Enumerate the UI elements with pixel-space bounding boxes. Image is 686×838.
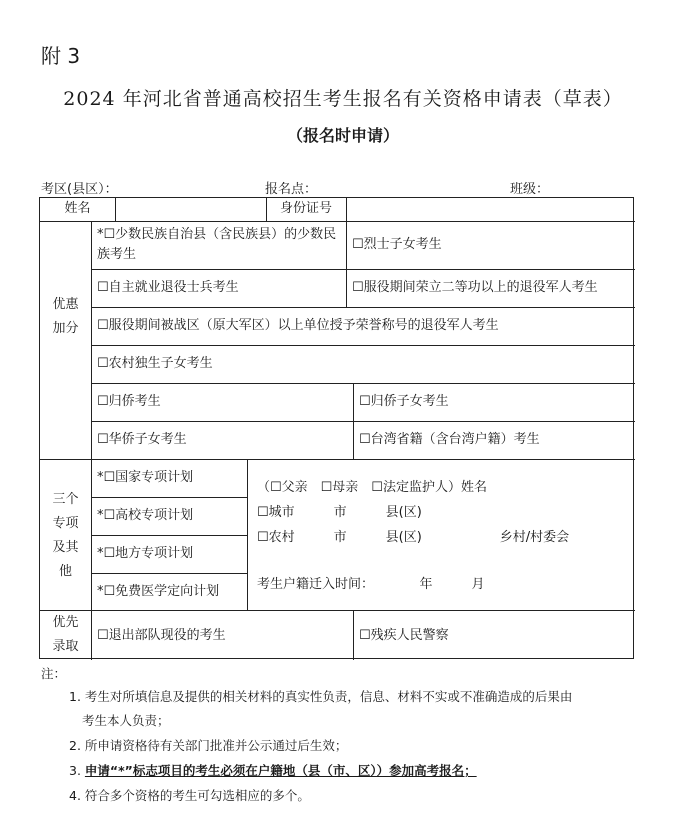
checkbox-second-class-merit-veteran[interactable]: ☐服役期间荣立二等功以上的退役军人考生 xyxy=(352,280,598,295)
note-1-continued: 考生本人负责； xyxy=(82,713,170,728)
checkbox-discharged-soldier[interactable]: ☐退出部队现役的考生 xyxy=(97,628,226,643)
checkbox-returned-overseas-chinese[interactable]: ☐归侨考生 xyxy=(97,394,161,409)
checkbox-honorary-title-veteran[interactable]: ☐服役期间被战区（原大军区）以上单位授予荣誉称号的退役军人考生 xyxy=(97,318,499,333)
note-3 xyxy=(69,760,477,782)
checkbox-local-special-plan[interactable]: *☐地方专项计划 xyxy=(97,546,194,561)
checkbox-minority-county[interactable]: *☐少数民族自治县（含民族县）的少数民族考生 xyxy=(97,227,337,262)
checkbox-free-medical-plan[interactable]: *☐免费医学定向计划 xyxy=(97,584,220,599)
page-subtitle: （报名时申请） xyxy=(286,126,399,145)
checkbox-national-special-plan[interactable]: *☐国家专项计划 xyxy=(97,470,194,485)
checkbox-university-special-plan[interactable]: *☐高校专项计划 xyxy=(97,508,194,523)
household-move-in-date[interactable]: 考生户籍迁入时间： 年 月 xyxy=(257,577,485,592)
class-label: 班级： xyxy=(510,182,550,197)
checkbox-rural-only-child[interactable]: ☐农村独生子女考生 xyxy=(97,356,213,371)
checkbox-overseas-chinese-children[interactable]: ☐华侨子女考生 xyxy=(97,432,187,447)
name-label: 姓名 xyxy=(64,201,91,216)
notes-heading: 注： xyxy=(41,666,67,681)
checkbox-disabled-police[interactable]: ☐残疾人民警察 xyxy=(359,628,449,643)
site-label: 报名点： xyxy=(265,182,318,197)
urban-household-line[interactable]: ☐城市 市 县(区) xyxy=(257,505,422,520)
category-priority-admission: 优先 录取 xyxy=(52,615,79,654)
note-2: 2. 所申请资格待有关部门批准并公示通过后生效； xyxy=(69,738,348,753)
rural-household-line[interactable]: ☐农村 市 县(区) 乡村/村委会 xyxy=(257,530,570,545)
note-4: 4. 符合多个资格的考生可勾选相应的多个。 xyxy=(69,788,310,803)
annex-label: 附 3 xyxy=(41,44,81,68)
checkbox-self-employed-veteran[interactable]: ☐自主就业退役士兵考生 xyxy=(97,280,239,295)
application-form-table xyxy=(39,197,634,659)
page-title: 2024 年河北省普通高校招生考生报名有关资格申请表（草表） xyxy=(63,88,623,110)
category-bonus-points: 优惠 加分 xyxy=(52,297,79,336)
category-special-programs: 三个 专项 及其 他 xyxy=(52,492,79,579)
county-label: 考区(县区）： xyxy=(41,182,118,197)
note-3-text: 申请“*”标志项目的考生必须在户籍地（县（市、区））参加高考报名； xyxy=(84,763,477,778)
checkbox-returned-overseas-children[interactable]: ☐归侨子女考生 xyxy=(359,394,449,409)
checkbox-martyr-children[interactable]: ☐烈士子女考生 xyxy=(352,237,442,252)
checkbox-taiwan-origin[interactable]: ☐台湾省籍（含台湾户籍）考生 xyxy=(359,432,540,447)
note-3-number: 3. xyxy=(69,763,85,778)
guardian-name-line[interactable]: （☐父亲 ☐母亲 ☐法定监护人）姓名 xyxy=(257,480,487,495)
id-number-label: 身份证号 xyxy=(279,201,332,216)
note-1: 1. 考生对所填信息及提供的相关材料的真实性负责，信息、材料不实或不准确造成的后果由 xyxy=(69,689,573,704)
